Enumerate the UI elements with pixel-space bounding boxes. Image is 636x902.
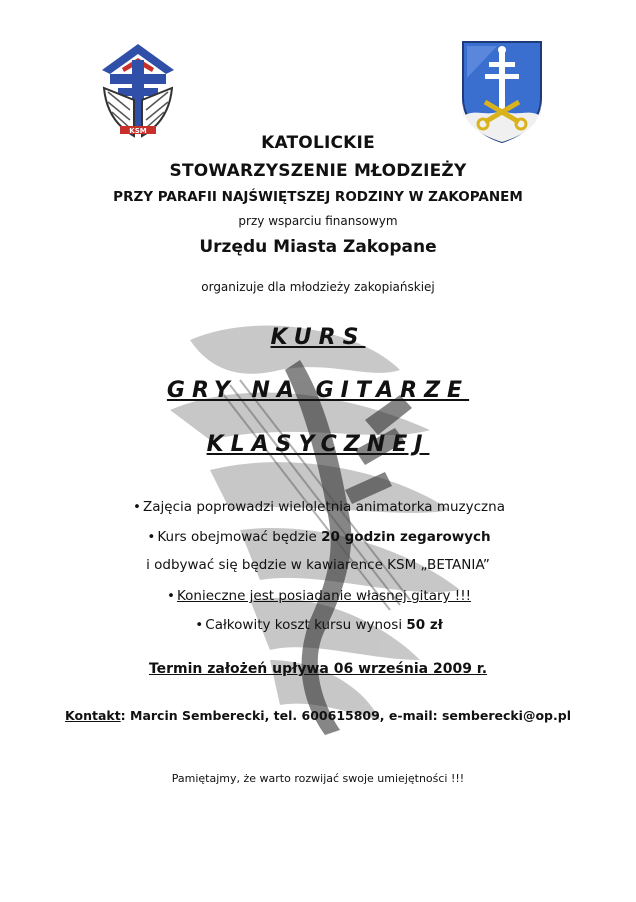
zakopane-coat-of-arms <box>457 38 547 144</box>
header-line-1: KATOLICKIE <box>261 133 375 153</box>
course-title-line-1: KURS <box>270 325 366 350</box>
contact-line <box>0 708 636 723</box>
header-line-2: STOWARZYSZENIE MŁODZIEŻY <box>169 161 467 181</box>
deadline-text: Termin założeń upływa 06 września 2009 r. <box>148 661 488 677</box>
bullet-icon: • <box>166 588 175 604</box>
ksm-logo <box>92 40 184 144</box>
bullet-icon: • <box>147 529 156 545</box>
contact-details: : Marcin Semberecki, tel. 600615809, e-mail: semberecki@op.pl <box>120 708 571 723</box>
course-title-line-3: KLASYCZNEJ <box>206 432 430 457</box>
list-item: • Całkowity koszt kursu wynosi 50 zł <box>0 617 636 633</box>
list-item-continuation: i odbywać się będzie w kawiarence KSM „BETANIA” <box>146 557 490 573</box>
support-text: przy wsparciu finansowym <box>238 214 398 228</box>
bullet-icon: • <box>133 499 142 515</box>
course-title-line-2: GRY NA GITARZE <box>166 378 470 403</box>
closing-text: Pamiętajmy, że warto rozwijać swoje umiejętności !!! <box>171 772 465 785</box>
list-item: • Kurs obejmować będzie 20 godzin zegarowych <box>0 529 636 545</box>
list-item: • Zajęcia poprowadzi wieloletnia animatorka muzyczna <box>0 499 636 515</box>
organizes-text: organizuje dla młodzieży zakopiańskiej <box>201 280 435 294</box>
ksm-logo-text: KSM <box>129 127 147 135</box>
sponsor-text: Urzędu Miasta Zakopane <box>199 237 437 257</box>
contact-label: Kontakt <box>65 708 121 723</box>
bullet-icon: • <box>195 617 204 633</box>
list-item: • Konieczne jest posiadanie własnej gitary !!! <box>0 588 636 604</box>
header-line-3: PRZY PARAFII NAJŚWIĘTSZEJ RODZINY W ZAKOPANEM <box>113 189 523 205</box>
